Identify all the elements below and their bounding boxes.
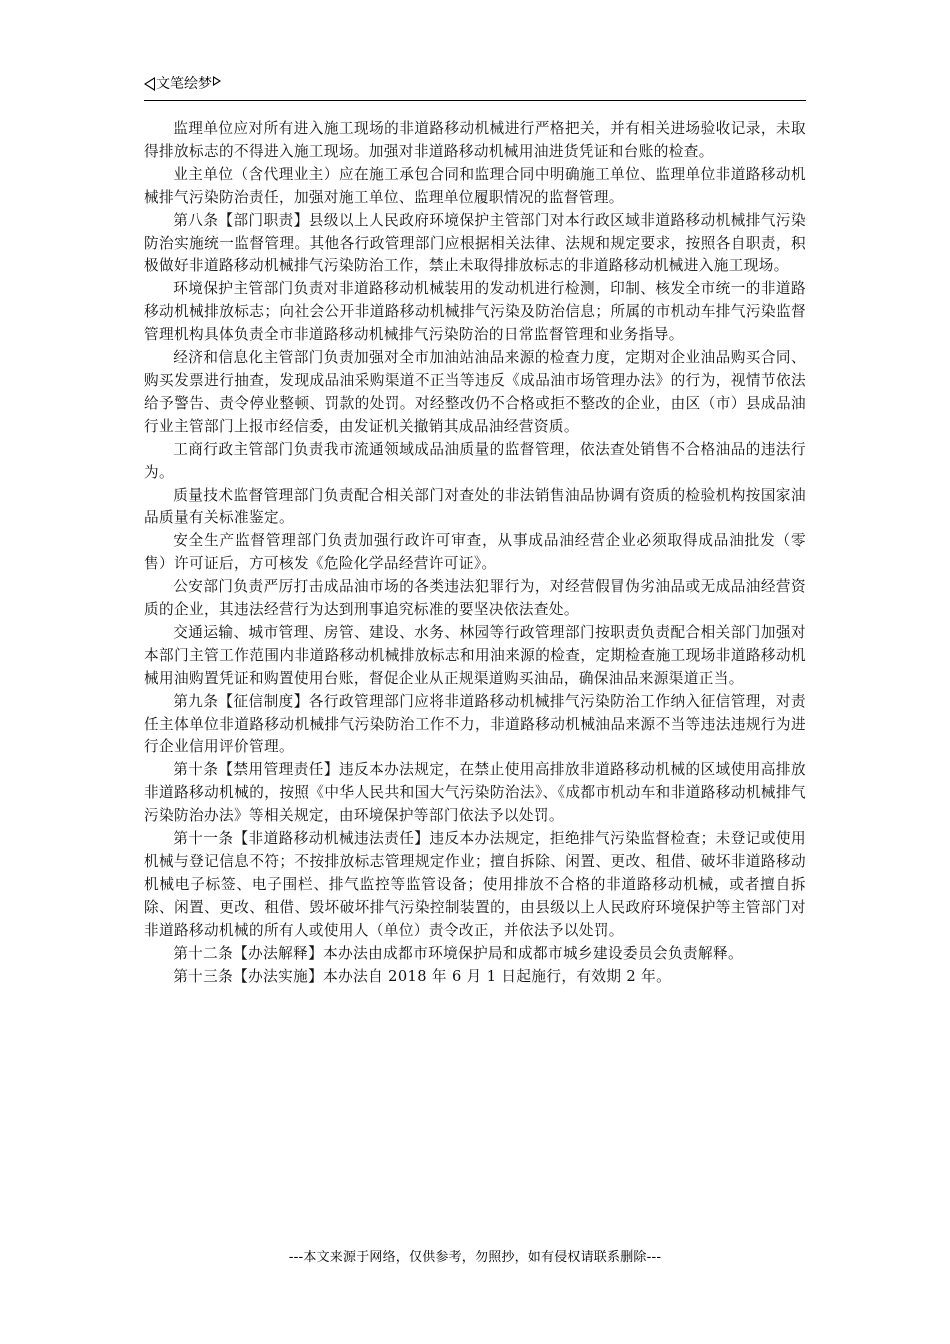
- paragraph-police-dept: 公安部门负责严厉打击成品油市场的各类违法犯罪行为，对经营假冒伪劣油品或无成品油经营资质的企业，其违法经营行为达到刑事追究标准的要坚决依法查处。: [144, 578, 806, 619]
- paragraph-quality-dept: 质量技术监督管理部门负责配合相关部门对查处的非法销售油品协调有资质的检验机构按国家油品质量有关标准鉴定。: [144, 486, 806, 527]
- paragraph-article-12: 第十二条【办法解释】本办法由成都市环境保护局和成都市城乡建设委员会负责解释。: [173, 944, 743, 962]
- triangle-left-icon: [144, 77, 155, 91]
- triangle-right-icon: [213, 76, 221, 86]
- paragraph-economy-dept: 经济和信息化主管部门负责加强对全市加油站油品来源的检查力度，定期对企业油品购买合同、购买发票进行抽查，发现成品油采购渠道不正当等违反《成品油市场管理办法》的行为，视情节依法给予警告、责令停业整顿、罚款的处罚。对经整改仍不合格或拒不整改的企业，由区（市）县成品油行业主管部门上报市经信委，由发证机关撤销其成品油经营资质。: [144, 349, 806, 435]
- paragraph-article-11: 第十一条【非道路移动机械违法责任】违反本办法规定，拒绝排气污染监督检查；未登记或使用机械与登记信息不符；不按排放标志管理规定作业；擅自拆除、闲置、更改、租借、破坏非道路移动机械电子标签、电子围栏、排气监控等监管设备；使用排放不合格的非道路移动机械，或者擅自拆除、闲置、更改、租借、毁坏破坏排气污染控制装置的，由县级以上人民政府环境保护等主管部门对非道路移动机械的所有人或使用人（单位）责令改正，并依法予以处罚。: [144, 830, 806, 939]
- paragraph-article-8: 第八条【部门职责】县级以上人民政府环境保护主管部门对本行政区域非道路移动机械排气污染防治实施统一监督管理。其他各行政管理部门应根据相关法律、法规和规定要求，按照各自职责，积极做好非道路移动机械排气污染防治工作，禁止未取得排放标志的非道路移动机械进入施工现场。: [144, 211, 806, 275]
- paragraph-supervision: 监理单位应对所有进入施工现场的非道路移动机械进行严格把关，并有相关进场验收记录，未取得排放标志的不得进入施工现场。加强对非道路移动机械用油进货凭证和台账的检查。: [144, 120, 806, 160]
- header-brand-text: 文笔绘梦: [156, 76, 212, 92]
- paragraph-article-13: 第十三条【办法实施】本办法自 2018 年 6 月 1 日起施行，有效期 2 年。: [173, 967, 672, 985]
- paragraph-article-9: 第九条【征信制度】各行政管理部门应将非道路移动机械排气污染防治工作纳入征信管理，对责任主体单位非道路移动机械排气污染防治工作不力，非道路移动机械油品来源不当等违法违规行为进行企业信用评价管理。: [144, 692, 806, 756]
- paragraph-safety-dept: 安全生产监督管理部门负责加强行政许可审查，从事成品油经营企业必须取得成品油批发（零售）许可证后，方可核发《危险化学品经营许可证》。: [144, 532, 806, 573]
- paragraph-owner: 业主单位（含代理业主）应在施工承包合同和监理合同中明确施工单位、监理单位非道路移动机械排气污染防治责任，加强对施工单位、监理单位履职情况的监督管理。: [144, 165, 806, 206]
- paragraph-commerce-dept: 工商行政主管部门负责我市流通领域成品油质量的监督管理，依法查处销售不合格油品的违法行为。: [144, 440, 806, 481]
- page-header: [144, 72, 806, 101]
- paragraph-transport-dept: 交通运输、城市管理、房管、建设、水务、林园等行政管理部门按职责负责配合相关部门加强对本部门主管工作范围内非道路移动机械排放标志和用油来源的检查，定期检查施工现场非道路移动机械用油购置凭证和购置使用台账，督促企业从正规渠道购买油品，确保油品来源渠道正当。: [144, 623, 806, 687]
- document-body: [144, 118, 806, 988]
- paragraph-environment-dept: 环境保护主管部门负责对非道路移动机械装用的发动机进行检测，印制、核发全市统一的非道路移动机械排放标志；向社会公开非道路移动机械排气污染及防治信息；所属的市机动车排气污染监督管理机构具体负责全市非道路移动机械排气污染防治的日常监督管理和业务指导。: [144, 280, 806, 344]
- header-brand: [144, 74, 221, 94]
- paragraph-article-10: 第十条【禁用管理责任】违反本办法规定，在禁止使用高排放非道路移动机械的区域使用高排放非道路移动机械的，按照《中华人民共和国大气污染防治法》、《成都市机动车和非道路移动机械排气污染防治办法》等相关规定，由环境保护等部门依法予以处罚。: [144, 761, 806, 825]
- footer-notice: ---本文来源于网络，仅供参考，勿照抄，如有侵权请联系删除---: [288, 1250, 662, 1265]
